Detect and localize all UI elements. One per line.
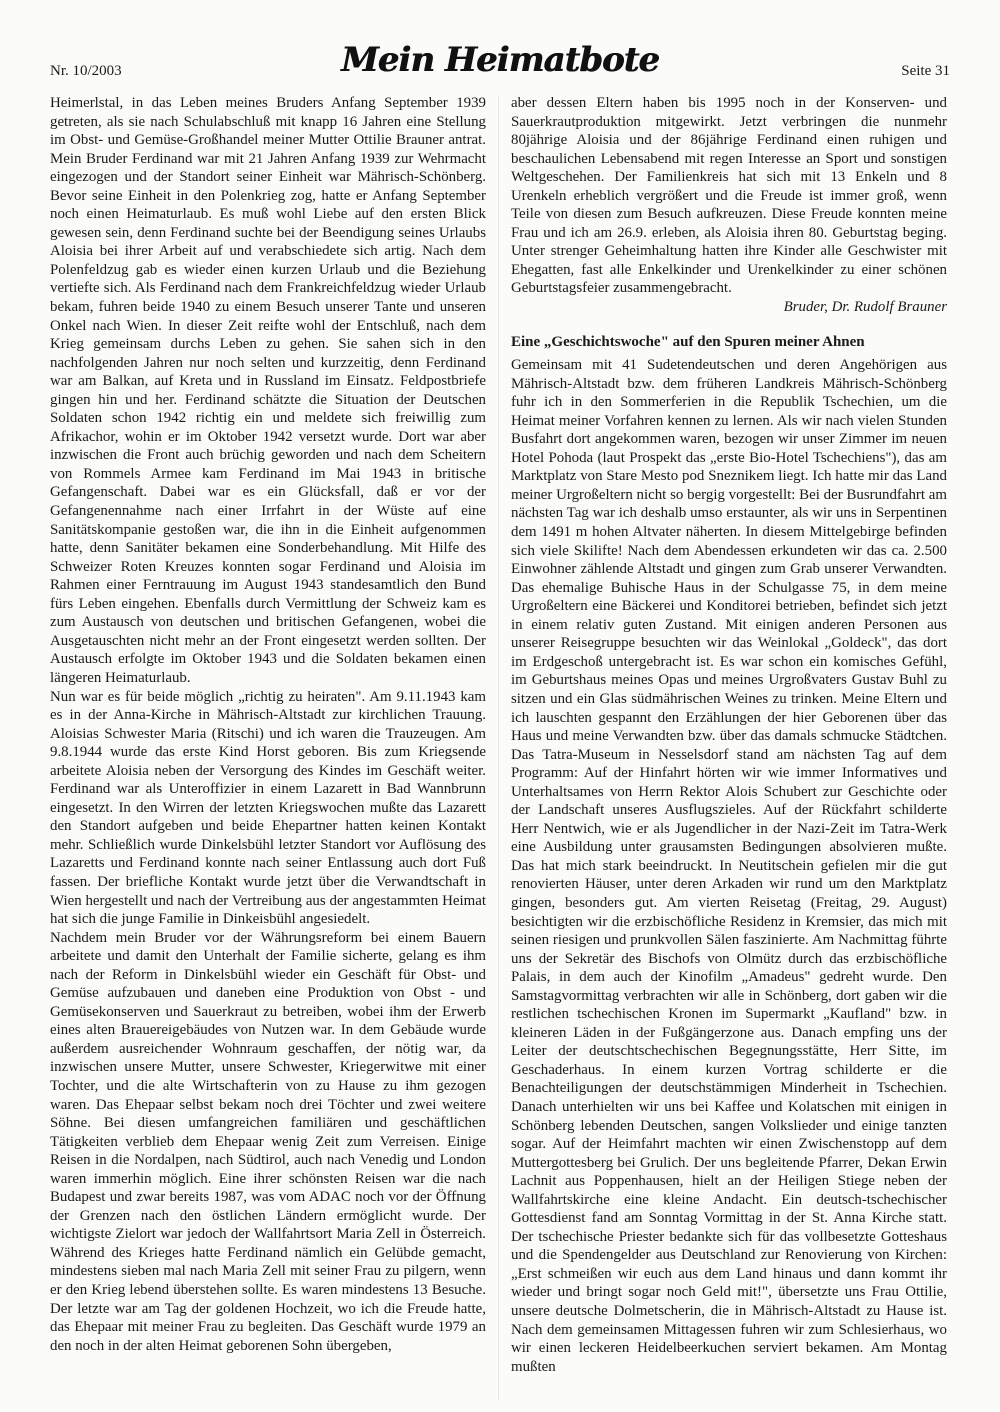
column-divider bbox=[498, 95, 499, 1400]
left-paragraph-3: Nachdem mein Bruder vor der Währungsreform bei einem Bauern arbeitete und damit den Unterhalt der Familie sicherte, gelang es ihm nach der Reform in Dinkelsbühl wieder ein Geschäft für Obst- und Gemüse aufzubauen und daneben eine Produktion von Obst - und Gemüsekonserven und Sauerkraut zu betreiben, wobei ihm der Erwerb eines alten Brauereigebäudes von Nutzen war. In dem Gebäude wurde außerdem ausreichender Wohnraum geschaffen, der nötig war, da inzwischen unsere Mutter, unsere Schwester, Kriegerwitwe mit einer Tochter, und die alte Wirtschafterin von zu Hause zu ihm gezogen waren. Das Ehepaar selbst bekam noch drei Töchter und zwei weitere Söhne. Bei diesen umfangreichen familiären und geschäftlichen Tätigkeiten verblieb dem Ehepaar wenig Zeit zum Verreisen. Einige Reisen in die Nordalpen, nach Südtirol, auch nach Venedig und London waren immerhin möglich. Eine ihrer schönsten Reisen war die nach Budapest und zwar bereits 1987, was vom ADAC noch vor der Öffnung der Grenzen nach den östlichen Ländern ermöglicht wurde. Der wichtigste Zielort war jedoch der Wallfahrtsort Maria Zell in Österreich. Während des Krieges hatte Ferdinand nämlich ein Gelübde gemacht, mindestens sieben mal nach Maria Zell mit seiner Frau zu pilgern, wenn er den Krieg lebend überstehen sollte. Es waren mindestens 13 Besuche. Der letzte war am Tag der goldenen Hochzeit, wo ich die Freude hatte, das Ehepaar mit meiner Frau zu begleiten. Das Geschäft wurde 1979 an den noch in der alten Heimat geborenen Sohn übergeben, bbox=[50, 929, 486, 1354]
left-paragraph-1: Heimerlstal, in das Leben meines Bruders Anfang September 1939 getreten, als sie nach Schulabschluß mit knapp 16 Jahren eine Stellung im Obst- und Gemüse-Großhandel meiner Mutter Ottilie Brauner antrat. Mein Bruder Ferdinand war mit 21 Jahren Anfang 1939 zur Wehrmacht eingezogen und der Standort seiner Einheit war Mährisch-Schönberg. Bevor seine Einheit in den Polenkrieg zog, hatte er Anfang September noch einen Heimaturlaub. Es muß wohl Liebe auf den ersten Blick gewesen sein, denn Ferdinand suchte bei der Beendigung seines Urlaubs Aloisia bei ihrer Arbeit auf und verabschiedete sich artig. Nach dem Polenfeldzug gab es wieder einen kurzen Urlaub und die Beziehung vertiefte sich. Als Ferdinand nach dem Frankreichfeldzug wieder Urlaub bekam, fuhren beide 1940 zu einem Besuch unserer Tante und unseren Onkel nach Wien. In dieser Zeit reifte wohl der Entschluß, nach dem Krieg gemeinsam durchs Leben zu gehen. Sie sahen sich in den nachfolgenden Jahren nur noch selten und kurzzeitig, denn Ferdinand war am Balkan, auf Kreta und in Russland im Einsatz. Feldpostbriefe gingen hin und her. Ferdinand schätzte die Situation der Deutschen Soldaten schon 1942 richtig ein und meldete sich freiwillig zum Afrikachor, wohin er im Oktober 1942 versetzt wurde. Dort war aber inzwischen die Front auch brüchig geworden und nach dem Scheitern von Rommels Armee kam Ferdinand im Mai 1943 in britische Gefangenschaft. Dabei war es ein Glücksfall, daß er vor der Gefangenennahme nach einer Irrfahrt in der Wüste auf eine Sanitätskompanie gestoßen war, die ihn in die Einheit aufgenommen hatte, denn Sanitäter bekamen eine Sonderbehandlung. Mit Hilfe des Schweizer Roten Kreuzes konnten sogar Ferdinand und Aloisia im Rahmen einer Ferntrauung im August 1943 standesamtlich den Bund fürs Leben eingehen. Ebenfalls durch Vermittlung der Schweiz kam es zum Austausch von deutschen und britischen Gefangenen, wobei die Ausgetauschten nicht mehr an der Front eingesetzt werden sollten. Der Austausch erfolgte im Oktober 1943 und die Soldaten bekamen einen längeren Heimaturlaub. bbox=[50, 95, 486, 686]
page-number: Seite 31 bbox=[901, 63, 950, 79]
left-paragraph-2: Nun war es für beide möglich „richtig zu heiraten". Am 9.11.1943 kam es in der Anna-Kirche in Mährisch-Altstadt zur kirchlichen Trauung. Aloisias Schwester Maria (Ritschi) und ich waren die Trauzeugen. Am 9.8.1944 wurde das erste Kind Horst geboren. Bis zum Kriegsende arbeitete Aloisia neben der Versorgung des Kindes im Geschäft weiter. Ferdinand war als Unteroffizier in einem Lazarett in Bad Wannbrunn eingesetzt. In den Wirren der letzten Kriegswochen mußte das Lazarett den Standort aufgeben und beide Ehepartner hatten keinen Kontakt mehr. Schließlich wurde Dinkelsbühl letzter Standort vor Auflösung des Lazaretts und Ferdinand konnte nach seiner Entlassung auch dort Fuß fassen. Der briefliche Kontakt wurde jetzt über die Verwandtschaft in Wien hergestellt und nach der Vertreibung aus der angestammten Heimat hat sich die junge Familie in Dinkeisbühl angesiedelt. bbox=[50, 688, 486, 928]
right-column bbox=[511, 94, 947, 1376]
left-column bbox=[50, 94, 486, 1355]
masthead-logo: Mein Heimatbote bbox=[341, 40, 659, 80]
issue-number: Nr. 10/2003 bbox=[50, 63, 122, 79]
author-signature: Bruder, Dr. Rudolf Brauner bbox=[783, 299, 947, 316]
article-heading: Eine „Geschichtswoche" auf den Spuren meiner Ahnen bbox=[511, 333, 865, 350]
right-paragraph-continued: aber dessen Eltern haben bis 1995 noch in der Konserven- und Sauerkrautproduktion mitgewirkt. Jetzt verbringen die nunmehr 80jährige Aloisia und der 86jährige Ferdinand einen ruhigen und beschaulichen Lebensabend mit regen Interesse an Sport und sonstigen Weltgeschehen. Der Familienkreis hat sich mit 13 Enkeln und 8 Urenkeln erheblich vergrößert und die Freude ist immer groß, wenn Teile von diesen zum Besuch aufkreuzen. Diese Freude konnten meine Frau und ich am 26.9. erleben, als Aloisia ihren 80. Geburtstag beging. Unter strenger Geheimhaltung hatten ihre Kinder alle Geschwister mit Ehegatten, fast alle Enkelkinder und Urenkelkinder zu einer schönen Geburtstagsfeier zusammengebracht. bbox=[511, 95, 947, 297]
article-body: Gemeinsam mit 41 Sudetendeutschen und deren Angehörigen aus Mährisch-Altstadt bzw. dem früheren Landkreis Mährisch-Schönberg fuhr ich in den Sommerferien in die Republik Tschechien, um die Heimat meiner Vorfahren kennen zu lernen. Als wir nach vielen Stunden Busfahrt dort angekommen waren, bezogen wir unser Zimmer im neuen Hotel Pohoda (laut Prospekt das „erste Bio-Hotel Tschechiens"), das am Marktplatz von Stare Mesto pod Sneznikem liegt. Ich hatte mir das Land meiner Urgroßeltern nicht so bergig vorgestellt: Bei der Busrundfahrt am nächsten Tag war ich deshalb umso erstaunter, als wir uns in Serpentinen dem 1491 m hohen Altvater näherten. In diesem Mittelgebirge befinden sich viele Skilifte! Nach dem Abendessen erkundeten wir das ca. 2.500 Einwohner zählende Altstadt und gingen zum Grab unserer Verwandten. Das ehemalige Buhische Haus in der Schulgasse 75, in dem meine Urgroßeltern eine Bäckerei und Konditorei betrieben, befindet sich jetzt in einem relativ guten Zustand. Mit einigen anderen Personen aus unserer Reisegruppe besuchten wir das Weinlokal „Goldeck", das dort im Erdgeschoß untergebracht ist. Es war schon ein komisches Gefühl, im Geburtshaus meines Opas und meines Urgroßvaters Gustav Buhl zu sitzen und ein Glas südmährischen Weines zu trinken. Meine Eltern und ich lauschten gespannt den Erzählungen der hier Geborenen über das Haus und meine Verwandten bzw. über das damals schmucke Städtchen. Das Tatra-Museum in Nesselsdorf stand am nächsten Tag auf dem Programm: Auf der Hinfahrt hörten wir wie immer Informatives und Unterhaltsames von Herrn Rektor Alois Schubert zur Geschichte oder der Landschaft unseres Ausflugszieles. Auf der Rückfahrt schilderte Herr Nentwich, wie er als Jugendlicher in der Nazi-Zeit im Tatra-Werk eine Ausbildung unter grausamsten Bedingungen absolvieren mußte. Das hat mich stark beeindruckt. In Neutitschein gefielen mir die gut renovierten Häuser, unter deren Arkaden wir rund um den Marktplatz gingen, besonders gut. Am vierten Reisetag (Freitag, 29. August) besichtigten wir die erzbischöfliche Residenz in Kremsier, das mich mit seinen riesigen und prunkvollen Sälen faszinierte. Am Nachmittag führte uns der Sekretär des Bischofs von Olmütz durch das erzbischöfliche Palais, in dem auch der Kinofilm „Amadeus" gedreht wurde. Den Samstagvormittag verbrachten wir alle in Schönberg, dort gaben wir die restlichen tschechischen Kronen im Supermarkt „Kaufland" bzw. in kleineren Läden in der Fußgängerzone aus. Danach empfing uns der Leiter der deutschtschechischen Begegnungsstätte, Herr Sitte, im Geschaderhaus. In einem kurzen Vortrag schilderte er die Benachteiligungen der deutschstämmigen Minderheit in Tschechien. Danach unterhielten wir uns bei Kaffee und Kolatschen mit einigen in Schönberg lebenden Deutschen, sangen Volkslieder und einige tanzten sogar. Auf der Heimfahrt machten wir einen Zwischenstopp auf dem Muttergottesberg bei Grulich. Der uns begleitende Pfarrer, Dekan Erwin Lachnit aus Poppenhausen, hielt an der Heiligen Stiege neben der Wallfahrtskirche eine kleine Andacht. Ein deutsch-tschechischer Gottesdienst fand am Sonntag Vormittag in der St. Anna Kirche statt. Der tschechische Priester bedankte sich für das vollbesetzte Gotteshaus und die Spendengelder aus Deutschland zur Renovierung von Kirchen: „Erst schmeißen wir euch aus dem Land hinaus und dann kommt ihr wieder und bringt sogar noch Geld mit!", übersetzte uns Frau Ottilie, unsere deutsche Dolmetscherin, die in Mährisch-Altstadt zu Hause ist. Nach dem gemeinsamen Mittagessen fuhren wir zum Schlesierhaus, wo wir einen leckeren Heidelbeerkuchen serviert bekamen. Am Montag mußten bbox=[511, 357, 947, 1375]
